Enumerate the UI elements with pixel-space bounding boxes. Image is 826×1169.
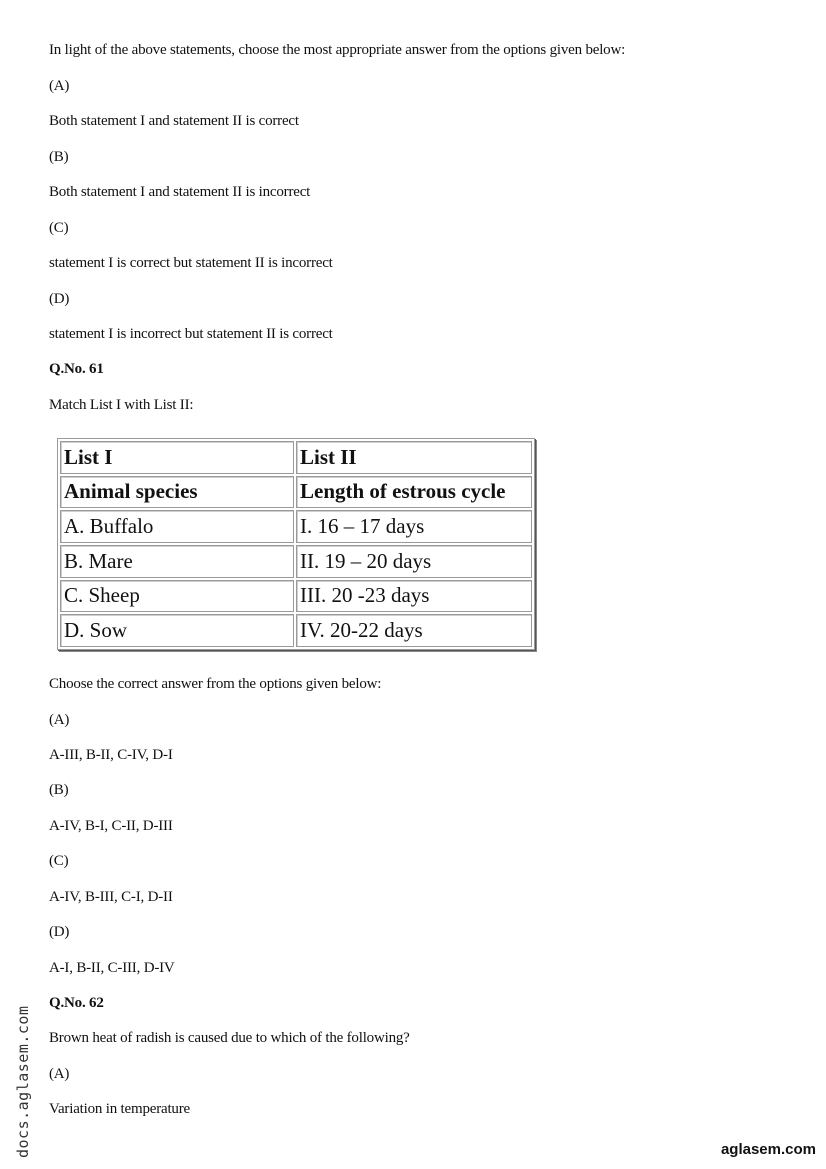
table-row	[60, 580, 532, 613]
table-cell: III. 20 -23 days	[296, 580, 532, 613]
option-label: (D)	[49, 291, 70, 307]
table-cell: II. 19 – 20 days	[296, 545, 532, 578]
table-subheader-row	[60, 476, 532, 509]
question-number: Q.No. 62	[49, 995, 104, 1011]
option-text: statement I is incorrect but statement II is correct	[49, 326, 333, 342]
option-label: (B)	[49, 782, 69, 798]
option-label: (B)	[49, 149, 69, 165]
table-header-cell: Length of estrous cycle	[296, 476, 532, 509]
option-text: Both statement I and statement II is correct	[49, 113, 299, 129]
option-text: A-IV, B-I, C-II, D-III	[49, 818, 173, 834]
option-label: (C)	[49, 853, 69, 869]
option-text: A-I, B-II, C-III, D-IV	[49, 960, 175, 976]
table-header-row	[60, 441, 532, 474]
option-label: (A)	[49, 712, 70, 728]
option-label: (C)	[49, 220, 69, 236]
match-list-table	[57, 438, 535, 650]
option-text: Variation in temperature	[49, 1101, 190, 1117]
option-text: A-IV, B-III, C-I, D-II	[49, 889, 173, 905]
question-instruction: Choose the correct answer from the options given below:	[49, 676, 382, 692]
option-label: (A)	[49, 78, 70, 94]
table-row	[60, 545, 532, 578]
footer-brand: aglasem.com	[720, 1141, 816, 1158]
table-cell: A. Buffalo	[60, 510, 294, 543]
side-watermark: docs.aglasem.com	[14, 1005, 32, 1158]
table-cell: C. Sheep	[60, 580, 294, 613]
table-header-cell: List I	[60, 441, 294, 474]
table-row	[60, 510, 532, 543]
table-cell: D. Sow	[60, 614, 294, 647]
option-text: Both statement I and statement II is incorrect	[49, 184, 311, 200]
option-text: A-III, B-II, C-IV, D-I	[49, 747, 173, 763]
table-cell: IV. 20-22 days	[296, 614, 532, 647]
table-cell: B. Mare	[60, 545, 294, 578]
table-header-cell: List II	[296, 441, 532, 474]
table-header-cell: Animal species	[60, 476, 294, 509]
question-prompt: In light of the above statements, choose the most appropriate answer from the options given below:	[49, 42, 626, 58]
option-label: (D)	[49, 924, 70, 940]
question-prompt: Match List I with List II:	[49, 397, 194, 413]
option-text: statement I is correct but statement II is incorrect	[49, 255, 333, 271]
table-row	[60, 614, 532, 647]
question-prompt: Brown heat of radish is caused due to which of the following?	[49, 1030, 410, 1046]
question-number: Q.No. 61	[49, 361, 104, 377]
table-cell: I. 16 – 17 days	[296, 510, 532, 543]
option-label: (A)	[49, 1066, 70, 1082]
